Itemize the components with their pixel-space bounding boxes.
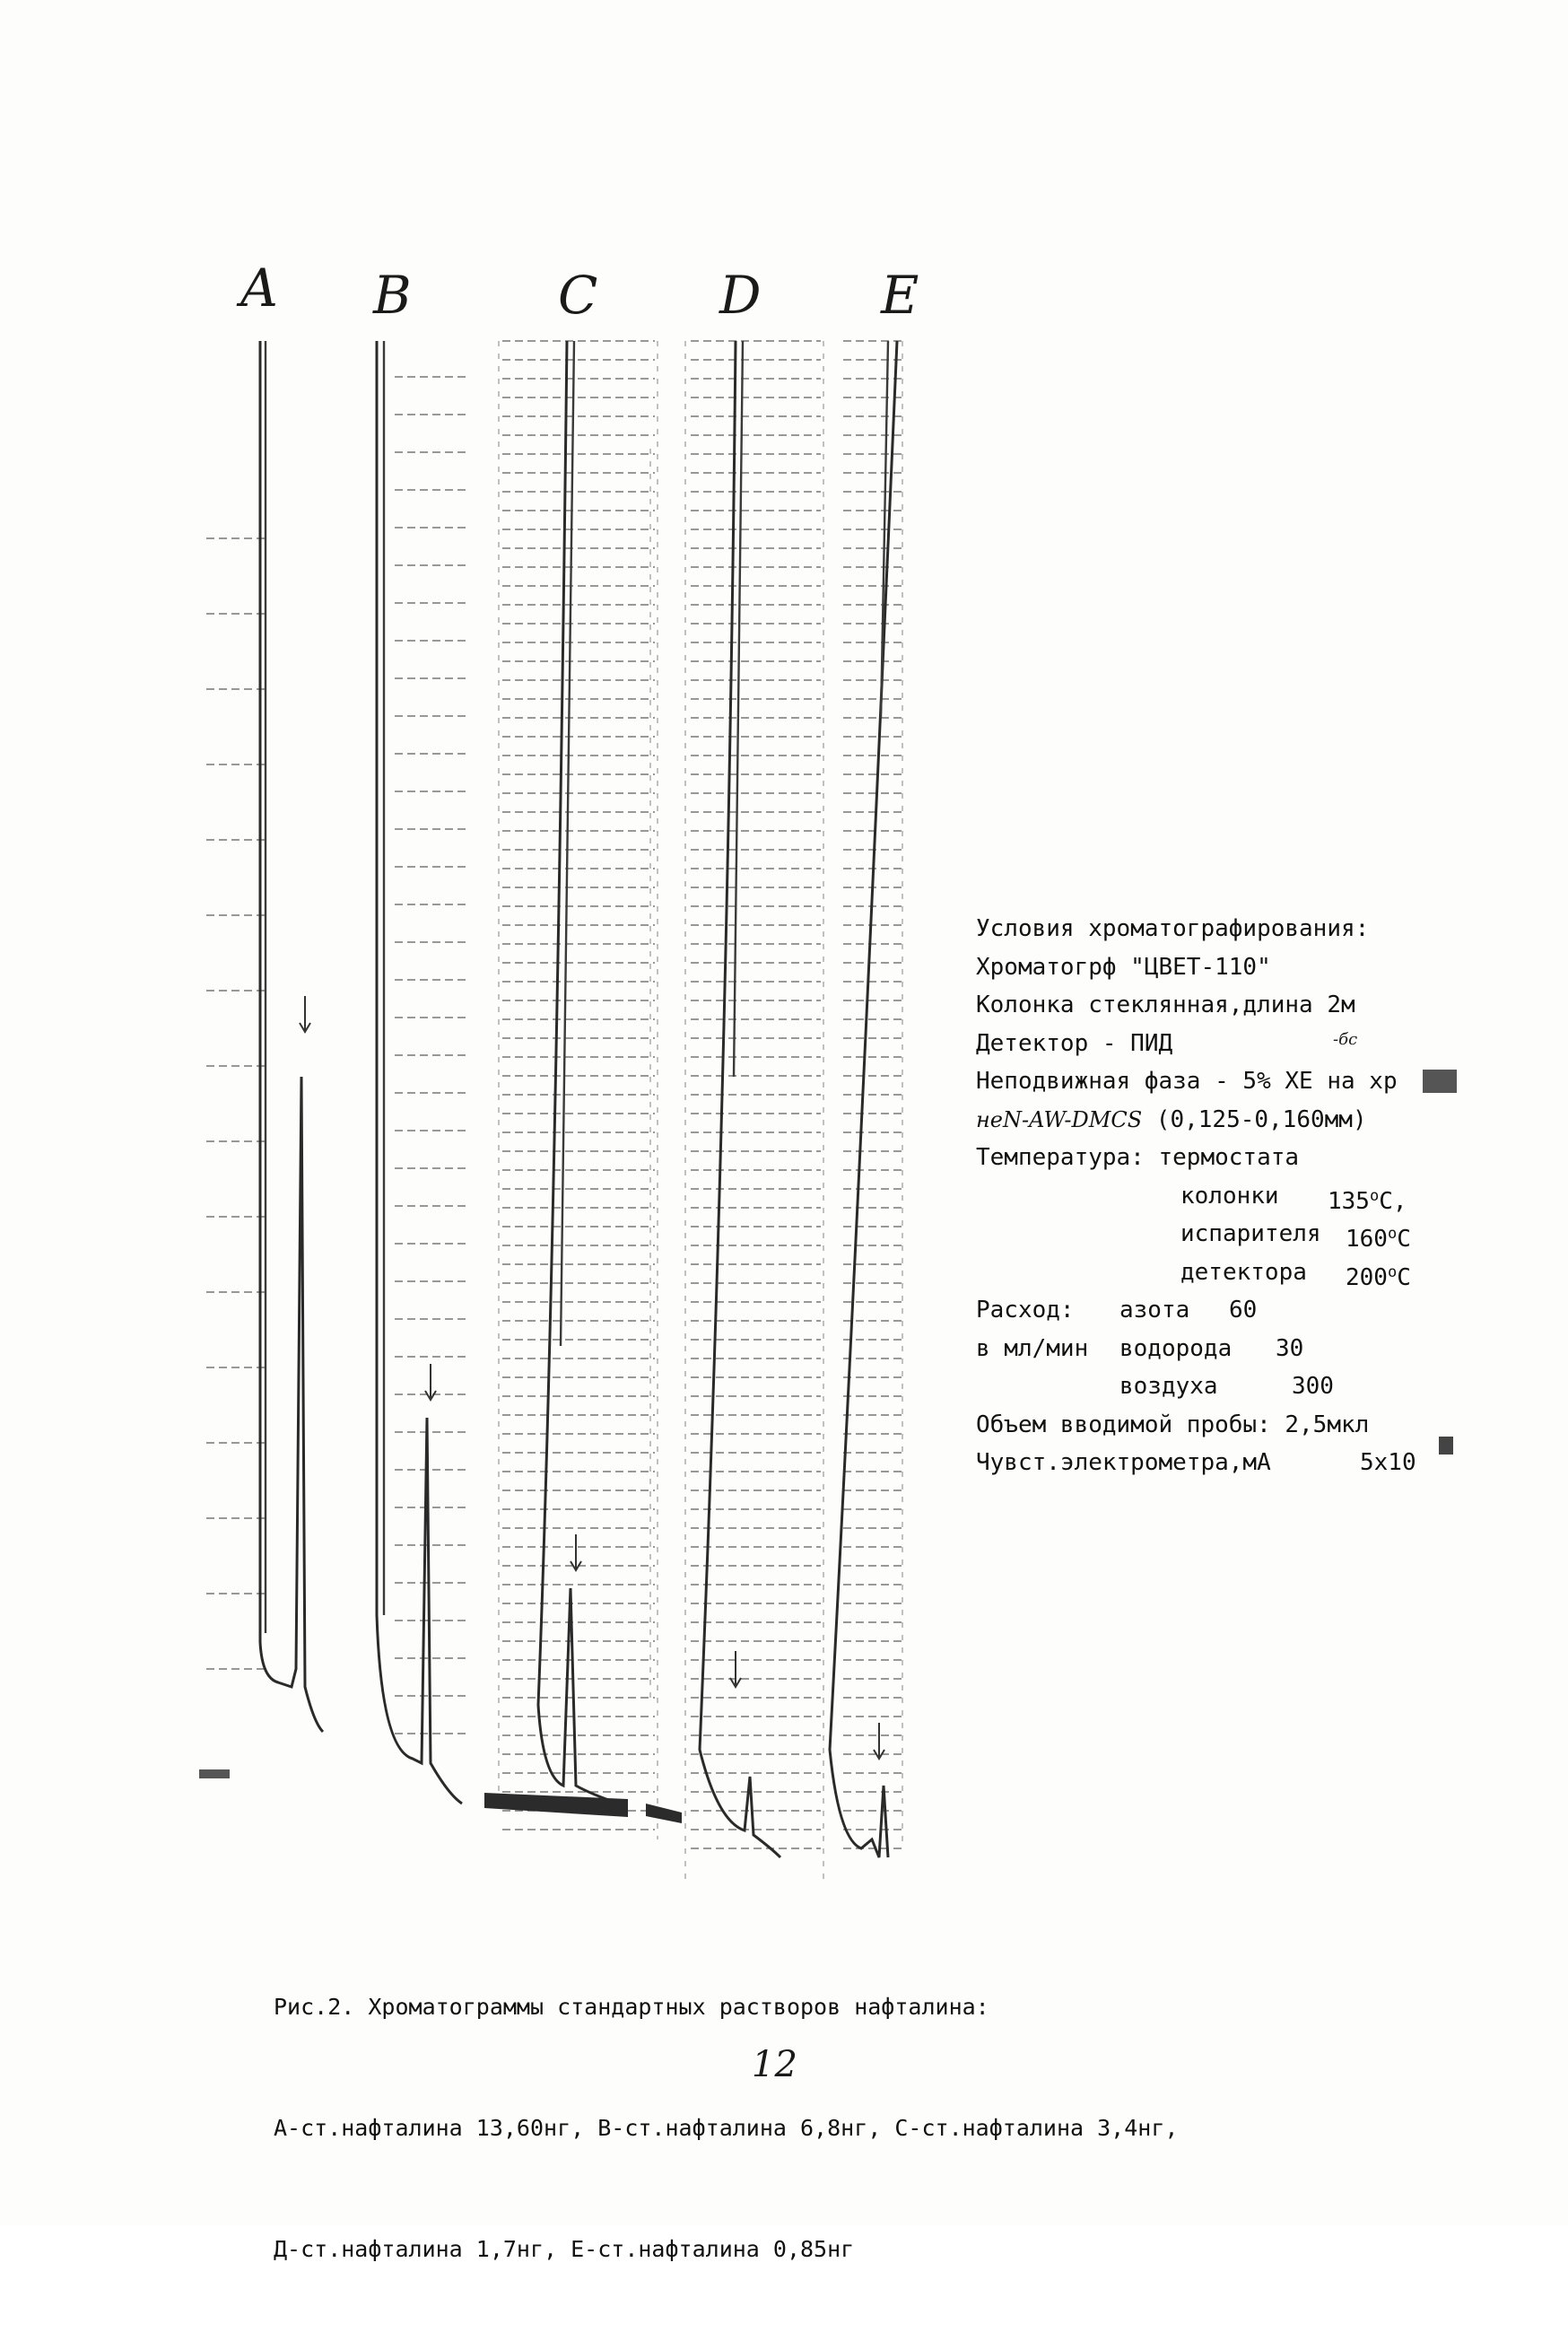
peak-arrow [300, 996, 310, 1032]
conditions-support [976, 1101, 1514, 1140]
conditions-detector: Детектор - ПИД [976, 1029, 1173, 1057]
flow-unit-label: в мл/мин [976, 1334, 1089, 1362]
channel-label-e: E [881, 265, 919, 326]
temperature-detector-label: детектора [1180, 1258, 1307, 1286]
caption-line-1: Рис.2. Хроматограммы стандартных растворов нафталина: [274, 1994, 989, 2020]
temperature-evaporator-label: испарителя [1180, 1220, 1321, 1247]
peak-arrow [425, 1364, 436, 1400]
peak-arrow [571, 1534, 581, 1570]
baseline-bar-d [646, 1804, 682, 1823]
handwritten-note: -бс [1333, 1029, 1358, 1049]
temperature-evaporator-row [976, 1215, 1514, 1254]
flow-hydrogen-row [976, 1330, 1514, 1368]
conditions-detector-row [976, 1025, 1514, 1063]
chromatogram-traces [199, 341, 897, 1857]
temperature-label: Температура: термостата [976, 1144, 1300, 1171]
support-size: (0,125-0,160мм) [1155, 1105, 1367, 1133]
temperature-evaporator-value: 160$^o$С [1346, 1225, 1411, 1253]
support-handwritten: неN-AW-DMCS [976, 1106, 1143, 1132]
flow-air-row [976, 1367, 1514, 1406]
redaction-blot [1423, 1070, 1457, 1093]
channel-label-c: C [558, 265, 598, 326]
temperature-column-value: 135$^o$С, [1328, 1186, 1407, 1215]
exponent-blot [1439, 1437, 1453, 1455]
trace-b [377, 341, 462, 1804]
chromatography-conditions [976, 910, 1514, 1482]
channel-label-d: D [719, 265, 762, 326]
trace-e [830, 341, 897, 1857]
trace-a [260, 341, 323, 1732]
temperature-detector-row [976, 1254, 1514, 1292]
temperature-detector-value: 200$^o$С [1346, 1262, 1411, 1291]
flow-hydrogen-label: водорода [1119, 1334, 1233, 1362]
caption-line-2: А-ст.нафталина 13,60нг, В-ст.нафталина 6,8нг, С-ст.нафталина 3,4нг, [274, 2115, 1179, 2141]
baseline-mark-a [199, 1769, 230, 1778]
sensitivity-label: Чувст.электрометра,мА [976, 1449, 1271, 1476]
temperature-column-label: колонки [1180, 1182, 1279, 1210]
conditions-chromatograph: Хроматогрф "ЦВЕТ-110" [976, 953, 1271, 981]
figure-caption [274, 1906, 1178, 2350]
baseline-bar-c [484, 1793, 628, 1817]
flow-nitrogen-label: азота [1119, 1297, 1190, 1324]
flow-hydrogen-value: 30 [1276, 1334, 1304, 1362]
peak-arrow [874, 1723, 884, 1759]
channel-label-a: A [240, 258, 278, 319]
flow-label: Расход: [976, 1297, 1075, 1324]
flow-nitrogen-row [976, 1291, 1514, 1330]
conditions-stationary-phase [976, 1062, 1514, 1101]
conditions-column: Колонка стеклянная,длина 2м [976, 992, 1355, 1018]
channel-label-b: B [373, 265, 412, 326]
sample-volume: Объем вводимой пробы: 2,5мкл [976, 1411, 1370, 1438]
caption-line-3: Д-ст.нафталина 1,7нг, Е-ст.нафталина 0,85нг [274, 2236, 855, 2262]
sensitivity-value: 5х10 [1360, 1449, 1416, 1476]
sensitivity-row [976, 1444, 1514, 1482]
flow-nitrogen-value: 60 [1229, 1297, 1258, 1324]
stationary-phase-text: Неподвижная фаза - 5% ХЕ на хр [976, 1068, 1398, 1095]
peak-arrow [730, 1651, 741, 1687]
conditions-title: Условия хроматографирования: [976, 915, 1370, 942]
temperature-column-row [976, 1177, 1514, 1216]
flow-air-label: воздуха [1119, 1373, 1218, 1400]
flow-air-value: 300 [1292, 1373, 1334, 1400]
page-number: 12 [752, 2044, 797, 2085]
